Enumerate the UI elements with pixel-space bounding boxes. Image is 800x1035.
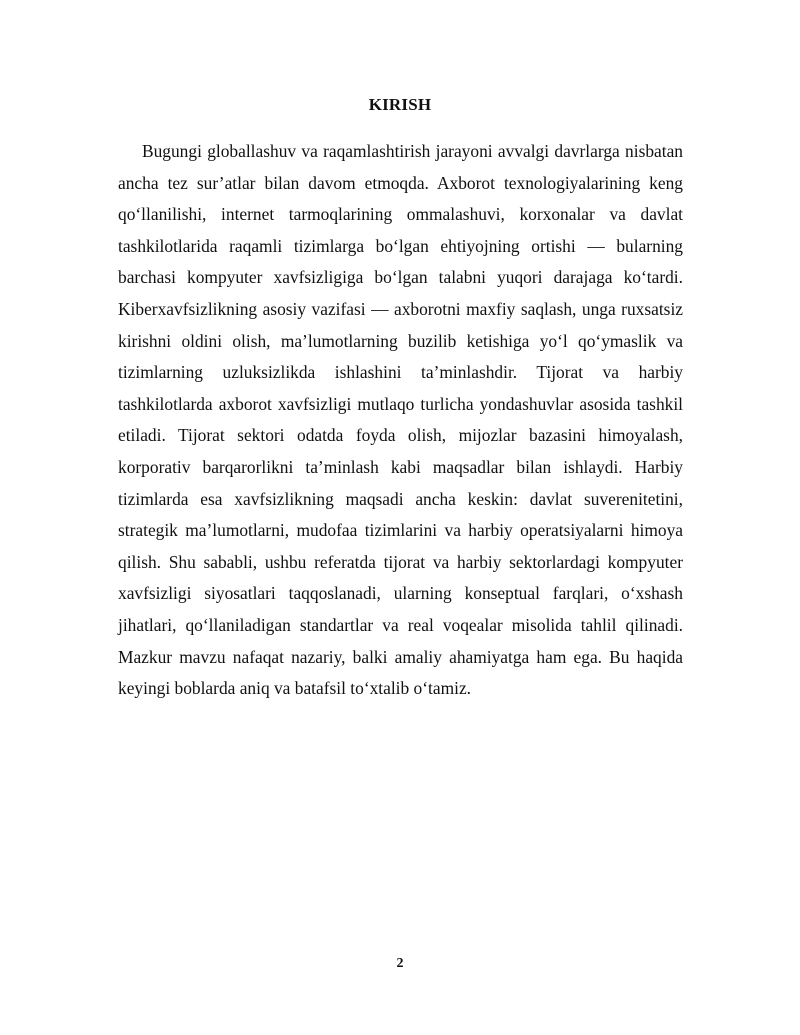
- section-title: KIRISH: [368, 95, 432, 114]
- page-number: 2: [396, 956, 404, 971]
- body-paragraph: Bugungi globallashuv va raqamlashtirish jarayoni avvalgi davrlarga nisbatan ancha tez sur’atlar bilan davom etmoqda. Axborot texnologiyalarining keng qo‘llanilishi, internet tarmoqlarining ommalashuvi, korxonalar va davlat tashkilotlarida raqamli tizimlarga bo‘lgan ehtiyojning ortishi — bularning barchasi kompyuter xavfsizligiga bo‘lgan talabni yuqori darajaga ko‘tardi. Kiberxavfsizlikning asosiy vazifasi — axborotni maxfiy saqlash, unga ruxsatsiz kirishni oldini olish, ma’lumotlarning buzilib ketishiga yo‘l qo‘ymaslik va tizimlarning uzluksizlikda ishlashini ta’minlashdir. Tijorat va harbiy tashkilotlarda axborot xavfsizligi mutlaqo turlicha yondashuvlar asosida tashkil etiladi. Tijorat sektori odatda foyda olish, mijozlar bazasini himoyalash, korporativ barqarorlikni ta’minlash kabi maqsadlar bilan ishlaydi. Harbiy tizimlarda esa xavfsizlikning maqsadi ancha keskin: davlat suverenitetini, strategik ma’lumotlarni, mudofaa tizimlarini va harbiy operatsiyalarni himoya qilish. Shu sababli, ushbu referatda tijorat va harbiy sektorlardagi kompyuter xavfsizligi siyosatlari taqqoslanadi, ularning konseptual farqlari, o‘xshash jihatlari, qo‘llaniladigan standartlar va real voqealar misolida tahlil qilinadi. Mazkur mavzu nafaqat nazariy, balki amaliy ahamiyatga ham ega. Bu haqida keyingi boblarda aniq va batafsil to‘xtalib o‘tamiz.: [118, 141, 683, 699]
